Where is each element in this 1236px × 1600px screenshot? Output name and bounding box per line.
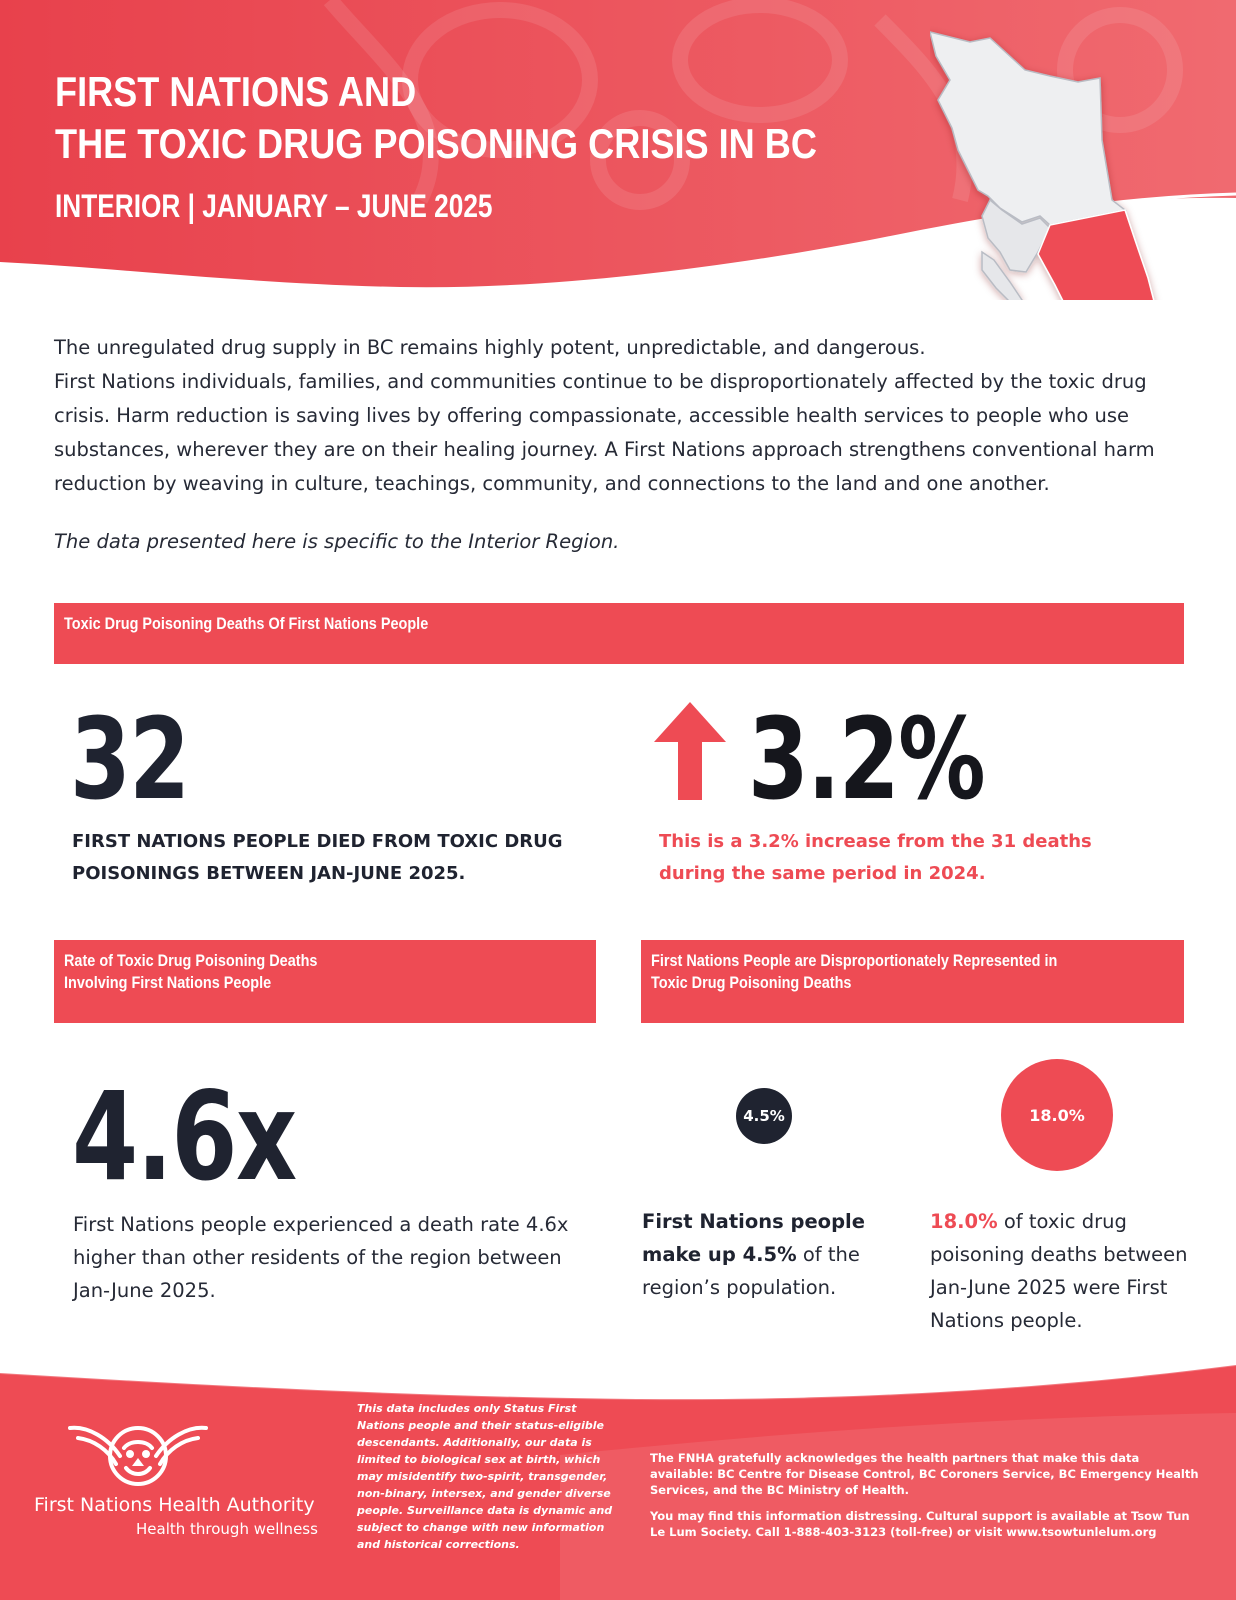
population-share-circle bbox=[736, 1088, 792, 1144]
death-share-highlight: 18.0% bbox=[930, 1210, 998, 1233]
deaths-section-header bbox=[54, 603, 1184, 664]
death-share-circle bbox=[1001, 1059, 1113, 1171]
page-title-line-2: THE TOXIC DRUG POISONING CRISIS IN BC bbox=[55, 120, 817, 167]
rate-caption: First Nations people experienced a death rate 4.6x higher than other residents of the region between Jan-June 2025. bbox=[73, 1213, 569, 1302]
org-name: First Nations Health Authority bbox=[34, 1494, 315, 1516]
rate-value: 4.6x bbox=[72, 1066, 296, 1208]
org-tagline: Health through wellness bbox=[136, 1520, 318, 1538]
region-note: The data presented here is specific to the Interior Region. bbox=[54, 530, 620, 553]
intro-text bbox=[54, 331, 1184, 501]
header-banner bbox=[0, 0, 1236, 300]
footer bbox=[0, 1355, 1236, 1600]
intro-paragraph-1: The unregulated drug supply in BC remains highly potent, unpredictable, and dangerous. bbox=[54, 336, 926, 359]
deaths-change-caption: This is a 3.2% increase from the 31 deaths during the same period in 2024. bbox=[659, 831, 1092, 884]
representation-section-header bbox=[641, 940, 1184, 1023]
page-subtitle: INTERIOR | JANUARY – JUNE 2025 bbox=[55, 188, 493, 224]
page-title-line-1: FIRST NATIONS AND bbox=[55, 68, 417, 115]
bc-map-interior-highlighted-icon bbox=[930, 20, 1170, 300]
population-share-text bbox=[642, 1205, 872, 1304]
death-share-text bbox=[930, 1205, 1190, 1337]
deaths-change-value: 3.2% bbox=[748, 695, 985, 825]
death-share-rest: of toxic drug poisoning deaths between Jan-June 2025 were First Nations people. bbox=[930, 1210, 1188, 1332]
arrow-up-icon bbox=[654, 702, 726, 800]
deaths-count: 32 bbox=[70, 695, 189, 825]
intro-paragraph-2: First Nations individuals, families, and communities continue to be disproportionately affected by the toxic drug crisis. Harm reduction is saving lives by offering compassionate, accessible health services to people who use substances, wherever they are on their healing journey. A First Nations approach strengthens conventional harm reduction by weaving in culture, teachings, community, and connections to the land and one another. bbox=[54, 370, 1155, 495]
fnha-eagle-logo-icon bbox=[68, 1408, 208, 1498]
rate-section-title-line-2: Involving First Nations People bbox=[64, 973, 272, 992]
partner-acknowledgement: The FNHA gratefully acknowledges the health partners that make this data available: BC Centre for Disease Control, BC Coroners Service, BC Emergency Health Services, and the BC Ministry of Health. bbox=[650, 1451, 1199, 1497]
data-disclaimer: This data includes only Status First Nations people and their status-eligible descendants. Additionally, our data is limited to biological sex at birth, which may misidentify two-spirit, transgender, non-binary, intersex, and gender diverse people. Surveillance data is dynamic and subject to change with new information and historical corrections. bbox=[357, 1402, 613, 1551]
representation-section-title-line-1: First Nations People are Disproportionately Represented in bbox=[651, 951, 1058, 970]
population-share-rest: of the region’s population. bbox=[642, 1243, 860, 1299]
death-share-label: 18.0% bbox=[1029, 1105, 1085, 1125]
cultural-support-info: You may find this information distressing. Cultural support is available at Tsow Tun Le Lum Society. Call 1-888-403-3123 (toll-free) or visit www.tsowtunlelum.org bbox=[650, 1509, 1190, 1539]
population-share-label: 4.5% bbox=[743, 1107, 785, 1125]
deaths-section-title: Toxic Drug Poisoning Deaths Of First Nations People bbox=[64, 614, 429, 633]
rate-section-header bbox=[54, 940, 596, 1023]
representation-section-title-line-2: Toxic Drug Poisoning Deaths bbox=[651, 973, 852, 992]
population-share-bold: First Nations people make up 4.5% bbox=[642, 1210, 865, 1266]
rate-section-title-line-1: Rate of Toxic Drug Poisoning Deaths bbox=[64, 951, 318, 970]
deaths-count-caption: FIRST NATIONS PEOPLE DIED FROM TOXIC DRUG POISONINGS BETWEEN JAN-JUNE 2025. bbox=[72, 831, 563, 884]
